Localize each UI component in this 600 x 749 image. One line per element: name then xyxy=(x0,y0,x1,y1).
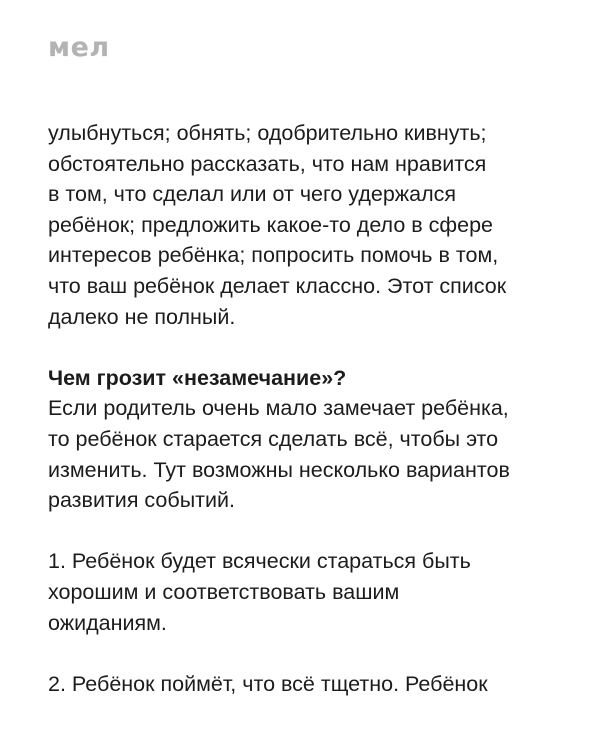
paragraph-spacer xyxy=(48,332,568,363)
text-line: что ваш ребёнок делает классно. Этот список xyxy=(48,273,507,298)
text-line: улыбнуться; обнять; одобрительно кивнуть; xyxy=(48,121,487,145)
text-line: 1. Ребёнок будет всячески стараться быть xyxy=(48,549,471,574)
brand-logo: мел xyxy=(48,32,110,63)
text-line: Если родитель очень мало замечает ребёнка, xyxy=(48,396,509,421)
text-line: ожиданиям. xyxy=(48,610,167,635)
section-paragraph xyxy=(48,363,568,516)
text-line: ребёнок; предложить какое-то дело в сфере xyxy=(48,212,493,237)
list-item-1 xyxy=(48,546,568,638)
paragraph-spacer xyxy=(48,516,568,547)
text-line: хорошим и соответствовать вашим xyxy=(48,579,400,604)
text-line: далеко не полный. xyxy=(48,304,236,329)
list-item-2 xyxy=(48,669,568,700)
text-line: 2. Ребёнок поймёт, что всё тщетно. Ребёнок xyxy=(48,671,488,696)
text-line: в том, что сделал или от чего удержался xyxy=(48,182,457,207)
text-line: изменить. Тут возможны несколько вариантов xyxy=(48,457,510,482)
section-heading: Чем грозит «незамечание»? xyxy=(48,365,347,390)
paragraph-spacer xyxy=(48,638,568,669)
text-line: обстоятельно рассказать, что нам нравится xyxy=(48,151,487,176)
text-line: интересов ребёнка; попросить помочь в том, xyxy=(48,243,499,268)
text-line: то ребёнок старается сделать всё, чтобы это xyxy=(48,426,499,451)
text-line: развития событий. xyxy=(48,488,235,513)
article-body xyxy=(48,118,568,699)
intro-paragraph xyxy=(48,118,568,332)
